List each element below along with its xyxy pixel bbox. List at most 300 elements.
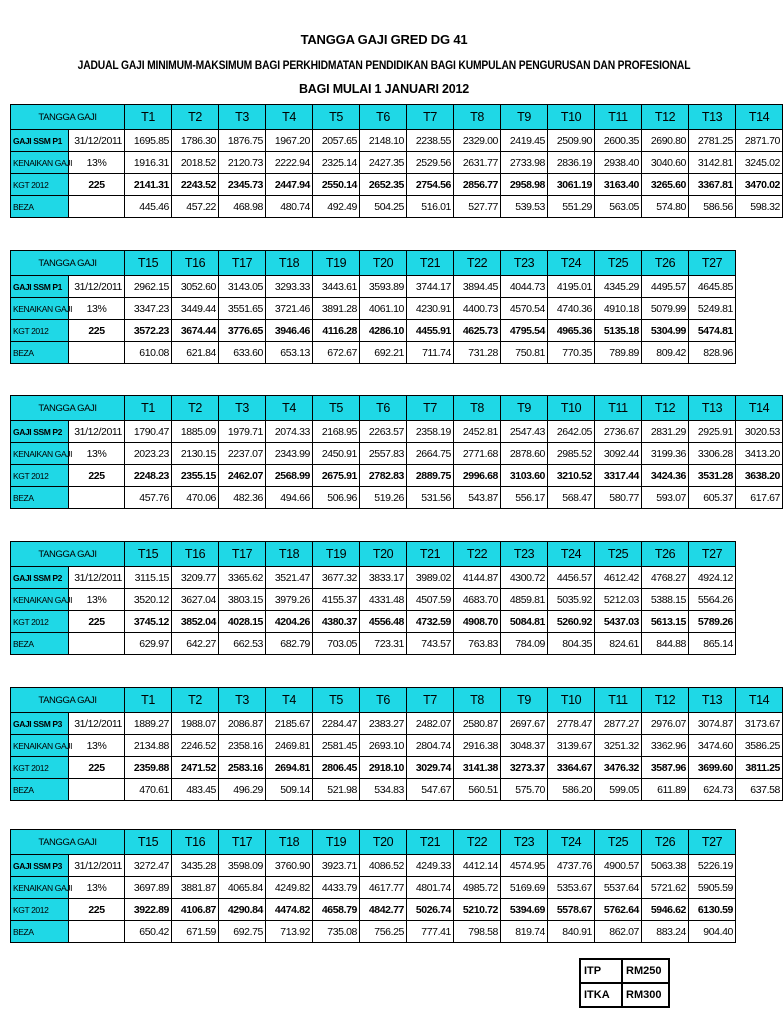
table-cell: 4144.87 <box>454 567 501 589</box>
column-header: T25 <box>595 830 642 855</box>
row-base-value: 13% <box>69 877 125 899</box>
table-cell: 731.28 <box>454 342 501 364</box>
table-cell: 3139.67 <box>548 735 595 757</box>
table-cell: 3245.02 <box>736 152 783 174</box>
table-cell: 1889.27 <box>125 713 172 735</box>
column-header: T19 <box>313 830 360 855</box>
table-cell: 2733.98 <box>501 152 548 174</box>
table-cell: 2694.81 <box>266 757 313 779</box>
table-cell: 593.07 <box>642 487 689 509</box>
table-cell: 521.98 <box>313 779 360 801</box>
table-cell: 770.35 <box>548 342 595 364</box>
table-cell: 862.07 <box>595 921 642 943</box>
table-cell: 2985.52 <box>548 443 595 465</box>
table-cell: 633.60 <box>219 342 266 364</box>
table-cell: 563.05 <box>595 196 642 218</box>
table-cell: 2916.38 <box>454 735 501 757</box>
table-row <box>11 611 736 633</box>
column-header: T14 <box>736 396 783 421</box>
table-cell: 2664.75 <box>407 443 454 465</box>
table-row <box>11 130 783 152</box>
table-cell: 865.14 <box>689 633 736 655</box>
table-cell: 703.05 <box>313 633 360 655</box>
column-header: T7 <box>407 105 454 130</box>
table-row <box>11 589 736 611</box>
column-header: T24 <box>548 542 595 567</box>
column-header: T22 <box>454 830 501 855</box>
table-cell: 5212.03 <box>595 589 642 611</box>
table-row <box>11 921 736 943</box>
allowance-label: ITKA <box>580 983 622 1007</box>
row-label: GAJI SSM P1 <box>11 130 69 152</box>
allowance-row <box>580 959 669 983</box>
table-cell: 777.41 <box>407 921 454 943</box>
column-header: T15 <box>125 542 172 567</box>
table-header-row <box>11 542 736 567</box>
column-header: T16 <box>172 251 219 276</box>
table-cell: 2782.83 <box>360 465 407 487</box>
salary-table <box>10 250 736 364</box>
row-label: BEZA <box>11 921 69 943</box>
table-cell: 2557.83 <box>360 443 407 465</box>
column-header: T27 <box>689 830 736 855</box>
table-cell: 5353.67 <box>548 877 595 899</box>
row-base-value: 225 <box>69 465 125 487</box>
salary-table <box>10 829 736 943</box>
table-cell: 3881.87 <box>172 877 219 899</box>
table-cell: 5613.15 <box>642 611 689 633</box>
column-header: T22 <box>454 542 501 567</box>
table-cell: 2781.25 <box>689 130 736 152</box>
table-cell: 2243.52 <box>172 174 219 196</box>
allowance-row <box>580 983 669 1007</box>
table-cell: 3627.04 <box>172 589 219 611</box>
table-cell: 4658.79 <box>313 899 360 921</box>
table-cell: 5564.26 <box>689 589 736 611</box>
row-label: KGT 2012 <box>11 611 69 633</box>
column-header: T27 <box>689 542 736 567</box>
table-cell: 4795.54 <box>501 320 548 342</box>
table-cell: 2168.95 <box>313 421 360 443</box>
table-cell: 3699.60 <box>689 757 736 779</box>
table-cell: 3199.36 <box>642 443 689 465</box>
salary-table <box>10 687 783 801</box>
table-cell: 624.73 <box>689 779 736 801</box>
table-cell: 3317.44 <box>595 465 642 487</box>
table-cell: 3476.32 <box>595 757 642 779</box>
table-cell: 4645.85 <box>689 276 736 298</box>
table-row <box>11 443 783 465</box>
table-cell: 5304.99 <box>642 320 689 342</box>
row-label: KENAIKAN GAJI <box>11 589 69 611</box>
table-cell: 3306.28 <box>689 443 736 465</box>
table-row <box>11 757 783 779</box>
row-base-value: 13% <box>69 735 125 757</box>
table-cell: 828.96 <box>689 342 736 364</box>
column-header: T2 <box>172 105 219 130</box>
table-cell: 2889.75 <box>407 465 454 487</box>
salary-table <box>10 395 783 509</box>
table-cell: 4290.84 <box>219 899 266 921</box>
table-cell: 2471.52 <box>172 757 219 779</box>
table-cell: 1695.85 <box>125 130 172 152</box>
column-header: T10 <box>548 105 595 130</box>
table-cell: 2148.10 <box>360 130 407 152</box>
column-header: T4 <box>266 396 313 421</box>
table-cell: 492.49 <box>313 196 360 218</box>
column-header-tangga-gaji: TANGGA GAJI <box>11 830 125 855</box>
table-cell: 2675.91 <box>313 465 360 487</box>
table-cell: 539.53 <box>501 196 548 218</box>
table-cell: 527.77 <box>454 196 501 218</box>
table-cell: 1790.47 <box>125 421 172 443</box>
table-cell: 4400.73 <box>454 298 501 320</box>
table-cell: 5537.64 <box>595 877 642 899</box>
table-cell: 2856.77 <box>454 174 501 196</box>
table-cell: 5026.74 <box>407 899 454 921</box>
row-label: BEZA <box>11 342 69 364</box>
column-header: T24 <box>548 251 595 276</box>
table-cell: 2222.94 <box>266 152 313 174</box>
table-cell: 750.81 <box>501 342 548 364</box>
table-cell: 2938.40 <box>595 152 642 174</box>
row-label: BEZA <box>11 487 69 509</box>
table-row <box>11 567 736 589</box>
allowance-value: RM250 <box>622 959 669 983</box>
table-cell: 621.84 <box>172 342 219 364</box>
table-cell: 4300.72 <box>501 567 548 589</box>
table-header-row <box>11 105 783 130</box>
table-cell: 642.27 <box>172 633 219 655</box>
table-cell: 5226.19 <box>689 855 736 877</box>
table-cell: 789.89 <box>595 342 642 364</box>
table-cell: 2583.16 <box>219 757 266 779</box>
table-cell: 3852.04 <box>172 611 219 633</box>
table-cell: 2697.67 <box>501 713 548 735</box>
row-label: KENAIKAN GAJI <box>11 735 69 757</box>
row-label: GAJI SSM P2 <box>11 567 69 589</box>
row-base-value: 31/12/2011 <box>69 855 125 877</box>
row-label: BEZA <box>11 633 69 655</box>
column-header: T15 <box>125 251 172 276</box>
table-cell: 4230.91 <box>407 298 454 320</box>
table-cell: 3697.89 <box>125 877 172 899</box>
table-cell: 3531.28 <box>689 465 736 487</box>
table-row <box>11 735 783 757</box>
column-header: T13 <box>689 688 736 713</box>
table-cell: 2778.47 <box>548 713 595 735</box>
table-cell: 3040.60 <box>642 152 689 174</box>
table-cell: 671.59 <box>172 921 219 943</box>
row-base-value: 225 <box>69 899 125 921</box>
column-header: T20 <box>360 251 407 276</box>
column-header: T5 <box>313 396 360 421</box>
table-cell: 611.89 <box>642 779 689 801</box>
table-cell: 2547.43 <box>501 421 548 443</box>
table-row <box>11 174 783 196</box>
table-cell: 2550.14 <box>313 174 360 196</box>
table-cell: 3946.46 <box>266 320 313 342</box>
column-header: T22 <box>454 251 501 276</box>
row-label: KGT 2012 <box>11 174 69 196</box>
table-cell: 4842.77 <box>360 899 407 921</box>
table-cell: 3674.44 <box>172 320 219 342</box>
column-header: T16 <box>172 542 219 567</box>
table-cell: 3163.40 <box>595 174 642 196</box>
table-cell: 3435.28 <box>172 855 219 877</box>
table-cell: 2427.35 <box>360 152 407 174</box>
row-label: KGT 2012 <box>11 757 69 779</box>
table-cell: 3894.45 <box>454 276 501 298</box>
table-cell: 5084.81 <box>501 611 548 633</box>
table-cell: 2419.45 <box>501 130 548 152</box>
table-cell: 2509.90 <box>548 130 595 152</box>
table-cell: 3365.62 <box>219 567 266 589</box>
table-cell: 4116.28 <box>313 320 360 342</box>
table-row <box>11 342 736 364</box>
table-cell: 3744.17 <box>407 276 454 298</box>
table-cell: 4195.01 <box>548 276 595 298</box>
row-base-value: 13% <box>69 443 125 465</box>
table-cell: 3061.19 <box>548 174 595 196</box>
row-base-value: 31/12/2011 <box>69 567 125 589</box>
table-cell: 3586.25 <box>736 735 783 757</box>
table-cell: 3029.74 <box>407 757 454 779</box>
table-cell: 3210.52 <box>548 465 595 487</box>
table-cell: 2383.27 <box>360 713 407 735</box>
table-cell: 2134.88 <box>125 735 172 757</box>
table-cell: 743.57 <box>407 633 454 655</box>
table-cell: 4474.82 <box>266 899 313 921</box>
table-cell: 4455.91 <box>407 320 454 342</box>
table-cell: 457.76 <box>125 487 172 509</box>
table-cell: 2804.74 <box>407 735 454 757</box>
table-cell: 763.83 <box>454 633 501 655</box>
table-cell: 1876.75 <box>219 130 266 152</box>
table-cell: 662.53 <box>219 633 266 655</box>
table-cell: 3551.65 <box>219 298 266 320</box>
table-header-row <box>11 251 736 276</box>
column-header: T7 <box>407 688 454 713</box>
table-cell: 2074.33 <box>266 421 313 443</box>
table-cell: 586.56 <box>689 196 736 218</box>
column-header: T15 <box>125 830 172 855</box>
table-cell: 1885.09 <box>172 421 219 443</box>
table-cell: 804.35 <box>548 633 595 655</box>
row-label: GAJI SSM P2 <box>11 421 69 443</box>
table-cell: 844.88 <box>642 633 689 655</box>
table-cell: 3265.60 <box>642 174 689 196</box>
table-cell: 3251.32 <box>595 735 642 757</box>
column-header-tangga-gaji: TANGGA GAJI <box>11 105 125 130</box>
table-cell: 4859.81 <box>501 589 548 611</box>
table-cell: 3143.05 <box>219 276 266 298</box>
table-cell: 1988.07 <box>172 713 219 735</box>
table-cell: 2130.15 <box>172 443 219 465</box>
table-cell: 809.42 <box>642 342 689 364</box>
table-cell: 3598.09 <box>219 855 266 877</box>
table-cell: 3293.33 <box>266 276 313 298</box>
table-cell: 3272.47 <box>125 855 172 877</box>
table-cell: 3103.60 <box>501 465 548 487</box>
table-cell: 4507.59 <box>407 589 454 611</box>
table-cell: 3173.67 <box>736 713 783 735</box>
column-header: T26 <box>642 542 689 567</box>
table-cell: 4740.36 <box>548 298 595 320</box>
table-cell: 682.79 <box>266 633 313 655</box>
table-cell: 3048.37 <box>501 735 548 757</box>
table-cell: 5394.69 <box>501 899 548 921</box>
table-cell: 3721.46 <box>266 298 313 320</box>
table-cell: 4495.57 <box>642 276 689 298</box>
table-cell: 2450.91 <box>313 443 360 465</box>
column-header: T26 <box>642 251 689 276</box>
table-cell: 3443.61 <box>313 276 360 298</box>
column-header: T21 <box>407 542 454 567</box>
table-cell: 4625.73 <box>454 320 501 342</box>
table-cell: 798.58 <box>454 921 501 943</box>
column-header: T18 <box>266 830 313 855</box>
table-cell: 3677.32 <box>313 567 360 589</box>
row-base-value: 31/12/2011 <box>69 713 125 735</box>
column-header: T14 <box>736 688 783 713</box>
column-header: T9 <box>501 688 548 713</box>
table-row <box>11 633 736 655</box>
table-cell: 4249.33 <box>407 855 454 877</box>
column-header: T19 <box>313 251 360 276</box>
table-row <box>11 877 736 899</box>
column-header-tangga-gaji: TANGGA GAJI <box>11 251 125 276</box>
column-header: T17 <box>219 830 266 855</box>
table-row <box>11 713 783 735</box>
table-cell: 543.87 <box>454 487 501 509</box>
table-row <box>11 487 783 509</box>
column-header: T10 <box>548 396 595 421</box>
table-cell: 3520.12 <box>125 589 172 611</box>
table-cell: 756.25 <box>360 921 407 943</box>
table-cell: 605.37 <box>689 487 736 509</box>
row-base-value <box>69 779 125 801</box>
table-row <box>11 855 736 877</box>
table-cell: 445.46 <box>125 196 172 218</box>
table-cell: 2246.52 <box>172 735 219 757</box>
table-cell: 483.45 <box>172 779 219 801</box>
row-base-value: 13% <box>69 298 125 320</box>
column-header: T24 <box>548 830 595 855</box>
table-cell: 5437.03 <box>595 611 642 633</box>
row-base-value: 13% <box>69 152 125 174</box>
table-cell: 4331.48 <box>360 589 407 611</box>
table-cell: 3979.26 <box>266 589 313 611</box>
row-base-value: 13% <box>69 589 125 611</box>
row-label: KENAIKAN GAJI <box>11 877 69 899</box>
row-base-value: 31/12/2011 <box>69 130 125 152</box>
table-cell: 2238.55 <box>407 130 454 152</box>
column-header: T12 <box>642 396 689 421</box>
column-header: T14 <box>736 105 783 130</box>
table-cell: 5789.26 <box>689 611 736 633</box>
table-cell: 574.80 <box>642 196 689 218</box>
table-cell: 2120.73 <box>219 152 266 174</box>
table-cell: 2962.15 <box>125 276 172 298</box>
table-cell: 4900.57 <box>595 855 642 877</box>
table-cell: 2248.23 <box>125 465 172 487</box>
column-header: T5 <box>313 688 360 713</box>
table-cell: 5905.59 <box>689 877 736 899</box>
table-cell: 2871.70 <box>736 130 783 152</box>
table-cell: 2469.81 <box>266 735 313 757</box>
table-cell: 653.13 <box>266 342 313 364</box>
table-cell: 468.98 <box>219 196 266 218</box>
column-header-tangga-gaji: TANGGA GAJI <box>11 542 125 567</box>
column-header: T3 <box>219 396 266 421</box>
row-label: GAJI SSM P1 <box>11 276 69 298</box>
table-cell: 3052.60 <box>172 276 219 298</box>
table-cell: 4570.54 <box>501 298 548 320</box>
table-cell: 5249.81 <box>689 298 736 320</box>
allowance-label: ITP <box>580 959 622 983</box>
table-cell: 3572.23 <box>125 320 172 342</box>
table-cell: 2690.80 <box>642 130 689 152</box>
table-cell: 3092.44 <box>595 443 642 465</box>
table-cell: 2237.07 <box>219 443 266 465</box>
column-header: T2 <box>172 688 219 713</box>
column-header: T1 <box>125 105 172 130</box>
table-cell: 4574.95 <box>501 855 548 877</box>
table-cell: 5762.64 <box>595 899 642 921</box>
column-header: T17 <box>219 251 266 276</box>
table-cell: 2600.35 <box>595 130 642 152</box>
table-cell: 3273.37 <box>501 757 548 779</box>
table-cell: 2568.99 <box>266 465 313 487</box>
table-cell: 3776.65 <box>219 320 266 342</box>
row-base-value <box>69 921 125 943</box>
row-base-value: 31/12/2011 <box>69 276 125 298</box>
row-base-value: 225 <box>69 174 125 196</box>
table-cell: 6130.59 <box>689 899 736 921</box>
table-cell: 534.83 <box>360 779 407 801</box>
table-row <box>11 779 783 801</box>
table-cell: 3833.17 <box>360 567 407 589</box>
table-cell: 3424.36 <box>642 465 689 487</box>
table-cell: 2806.45 <box>313 757 360 779</box>
table-cell: 2329.00 <box>454 130 501 152</box>
column-header: T3 <box>219 688 266 713</box>
column-header: T19 <box>313 542 360 567</box>
column-header: T25 <box>595 542 642 567</box>
table-cell: 509.14 <box>266 779 313 801</box>
table-cell: 692.75 <box>219 921 266 943</box>
column-header: T11 <box>595 396 642 421</box>
table-cell: 5388.15 <box>642 589 689 611</box>
table-cell: 504.25 <box>360 196 407 218</box>
row-base-value <box>69 487 125 509</box>
table-cell: 2580.87 <box>454 713 501 735</box>
table-cell: 2976.07 <box>642 713 689 735</box>
column-header: T21 <box>407 830 454 855</box>
row-label: KENAIKAN GAJI <box>11 443 69 465</box>
column-header: T7 <box>407 396 454 421</box>
table-cell: 4086.52 <box>360 855 407 877</box>
table-cell: 3364.67 <box>548 757 595 779</box>
column-header: T18 <box>266 251 313 276</box>
column-header: T8 <box>454 688 501 713</box>
table-cell: 2263.57 <box>360 421 407 443</box>
table-cell: 2996.68 <box>454 465 501 487</box>
row-base-value <box>69 633 125 655</box>
table-cell: 2452.81 <box>454 421 501 443</box>
table-cell: 3521.47 <box>266 567 313 589</box>
